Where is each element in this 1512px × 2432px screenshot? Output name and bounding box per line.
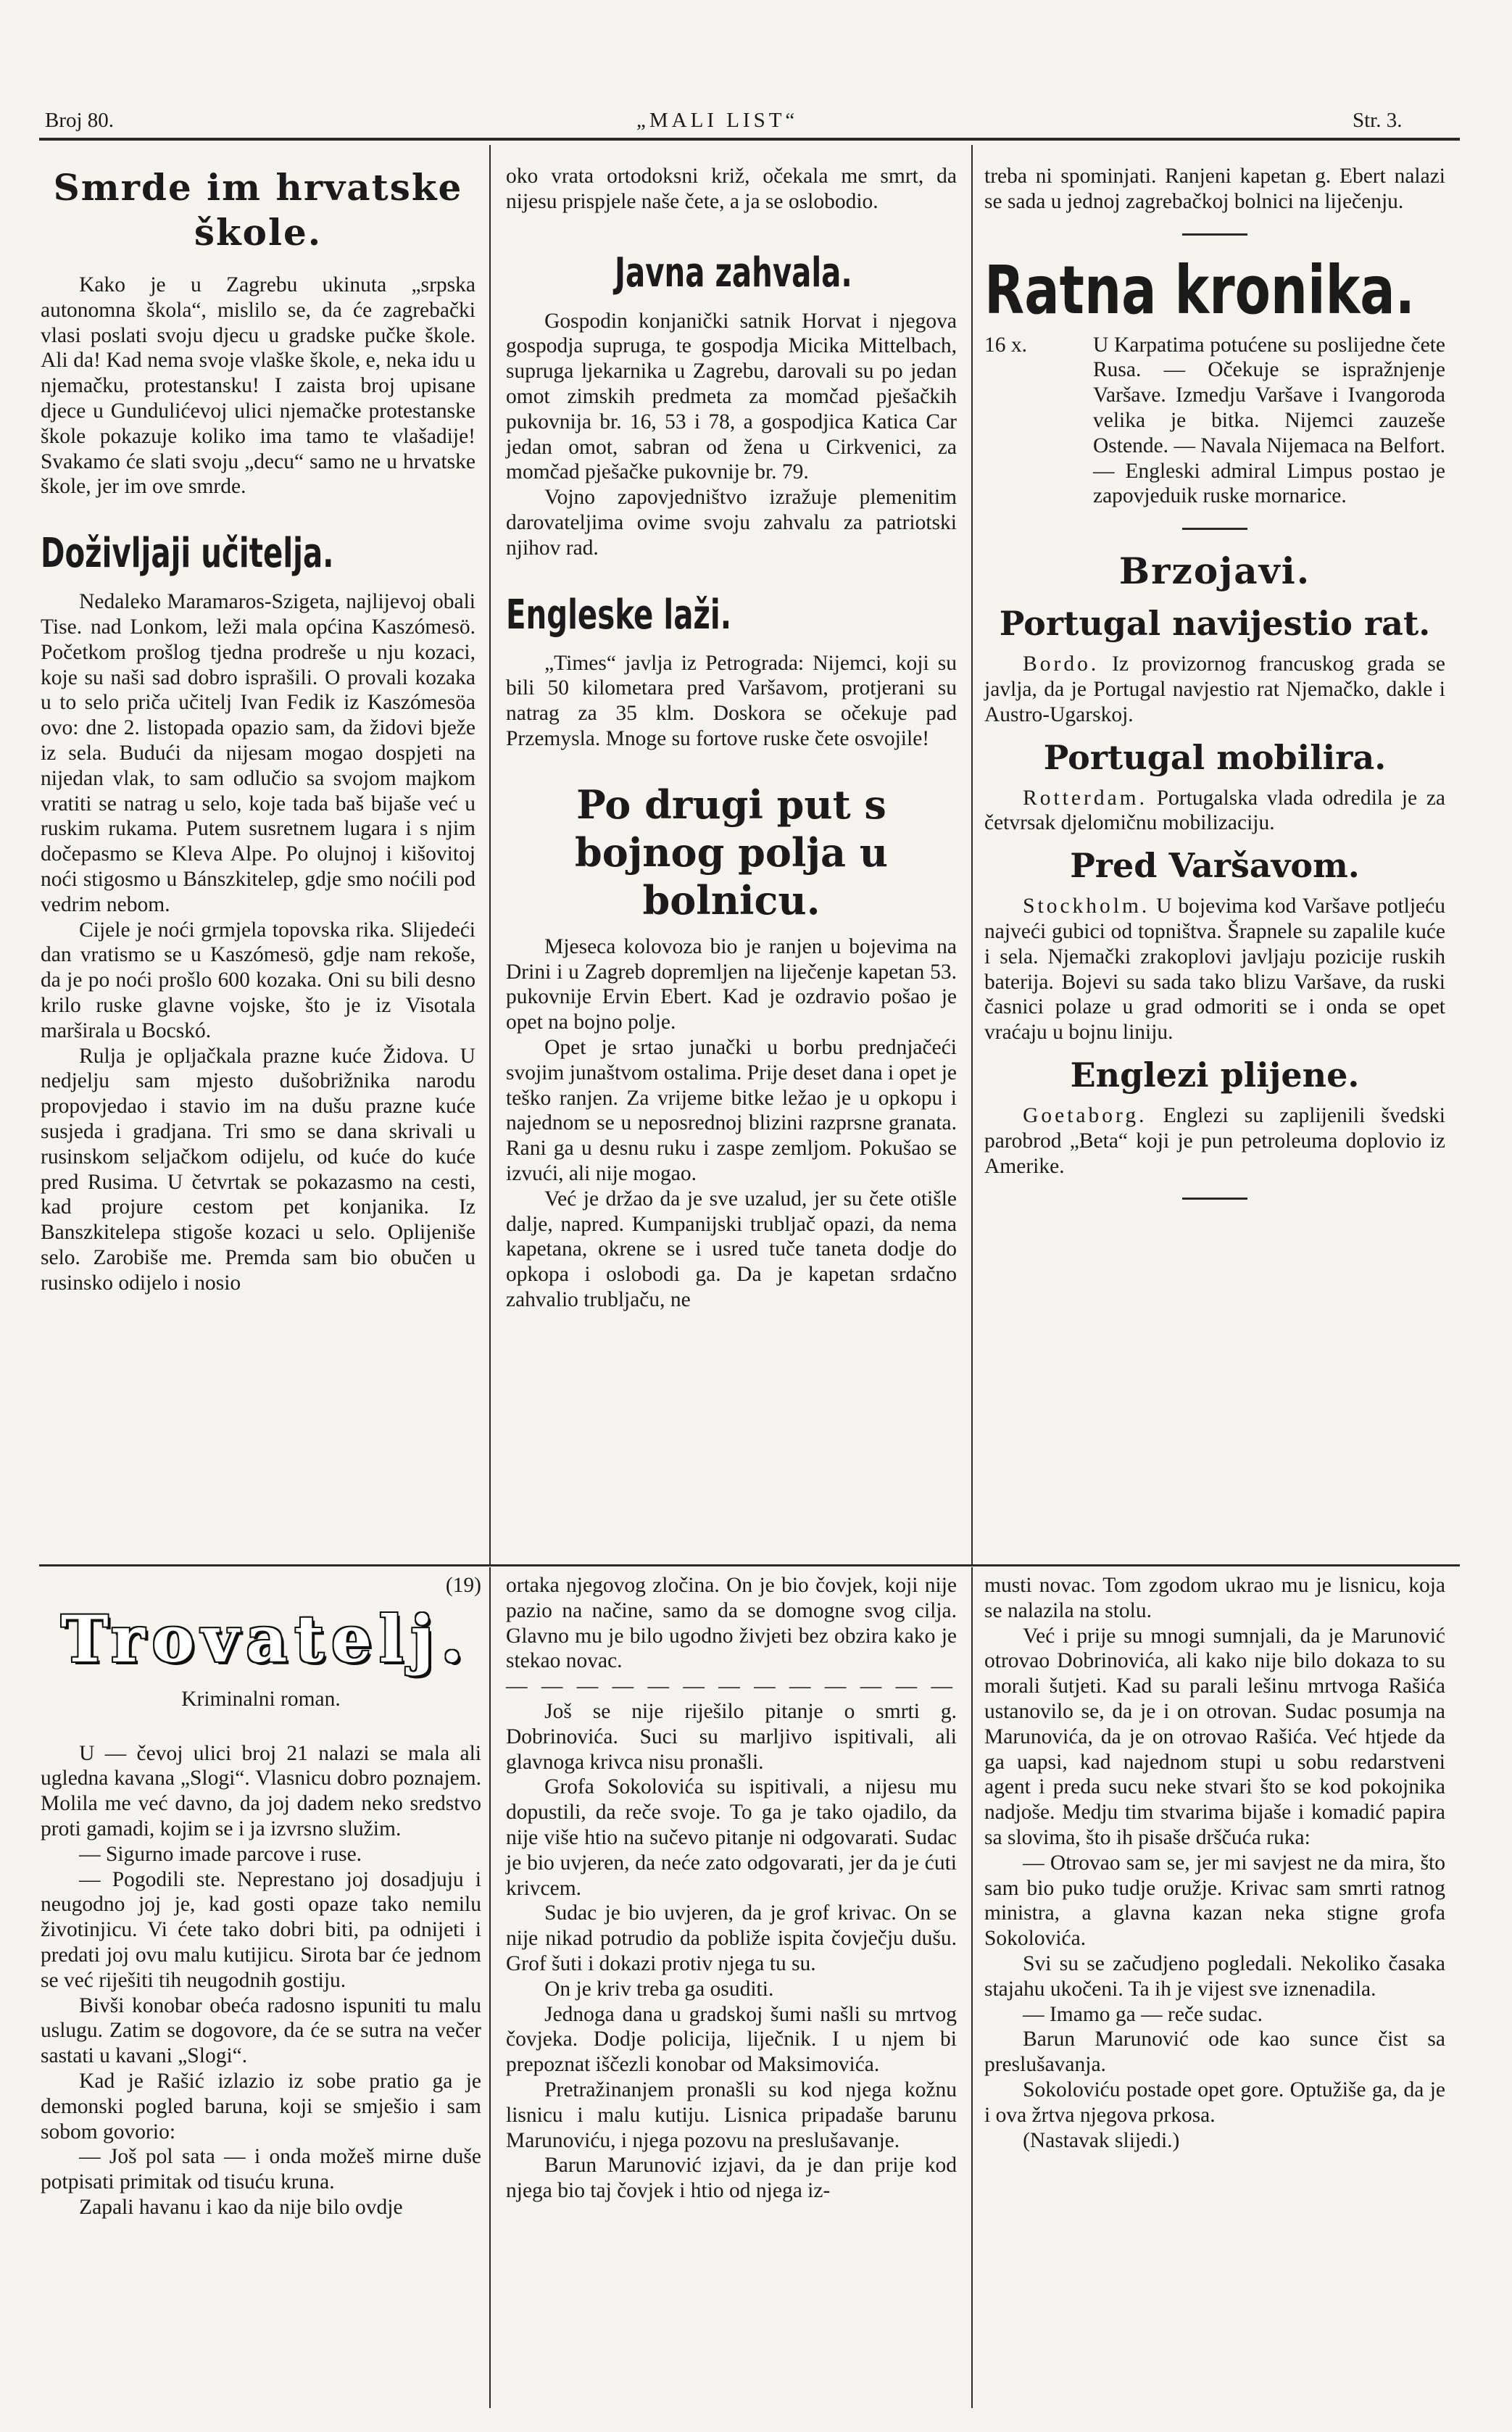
dateline: Stockholm. <box>1023 895 1150 918</box>
article-paragraph: U Karpatima potućene su poslijedne čete Rusa. — Očekuje se ispražnjenje Varšave. Izmedju Varšave i Ivangoroda velika je bitka. Nijemci zauzeše Ostende. — Navala Nijemaca na Belfort. — Engleski admiral Limpus postao je zapovjeduik ruske mornarice. <box>1093 333 1445 508</box>
article-paragraph: — Sigurno imade parcove i ruse. <box>79 1842 362 1866</box>
section-divider <box>1182 1198 1247 1200</box>
article-paragraph: — Otrovao sam se, jer mi savjest ne da mira, što sam bio puko tudje oružje. Krivac sam smrti ratnog ministra, a glavna kazan neka stigne grofa Sokolovića. <box>984 1851 1445 1951</box>
article-paragraph: U — čevoj ulici broj 21 nalazi se mala ali ugledna kavana „Slogi“. Vlasnicu dobro poznajem. Molila me već davno, da joj dadem neko sredstvo proti gamadi, kojim se i ja izvrsno služim. <box>41 1741 481 1840</box>
section-title: Brzojavi. <box>1118 549 1311 593</box>
article-paragraph: Iz provizornog francuskog grada se javlja, da je Portugal navjestio rat Njemačko, dakle i Austro-Ugarskoj. <box>984 652 1445 726</box>
article-title: Doživljaji učitelja. <box>41 530 334 578</box>
article-paragraph: Kako je u Zagrebu ukinuta „srpska autonomna škola“, mislilo se, da će zagrebački vlasi poslati svoju djecu u gradske pučke škole. Ali da! Kad nema svoje vlaške škole, e, neka idu u njemačku, protestansku! I zaista broj upisane djece u Gundulićevoj ulici njemačke protestanske škole pokazuje koliko ima tamo te vlašadije! Svakamo će slati svoju „decu“ samo ne u hrvatske škole, jer im ove smrde. <box>41 273 475 499</box>
article-paragraph: Jednoga dana u gradskoj šumi našli su mrtvog čovjeka. Dodje policija, liječnik. I u njem bi prepoznat iščezli konobar od Maksimovića. <box>506 2002 957 2077</box>
serial-subtitle: Kriminalni roman. <box>181 1687 341 1711</box>
article-paragraph: Mjeseca kolovoza bio je ranjen u bojevima na Drini i u Zagreb dopremljen na liječenje kapetan 53. pukovnije Ervin Ebert. Kad je ozdravio pošao je opet na bojno polje. <box>506 934 957 1034</box>
serial-title: Trovatelj. <box>61 1601 470 1677</box>
column-divider <box>489 145 491 1566</box>
serial-number: (19) <box>445 1574 481 1597</box>
article-title: Ratna kronika. <box>984 251 1415 329</box>
article-paragraph: Svi su se začudjeno pogledali. Nekoliko časaka stajahu ukočeni. Ta ih je vijest sve iznenadila. <box>984 1951 1445 2001</box>
page-number: Str. 3. <box>1353 109 1403 132</box>
article-paragraph: oko vrata ortodoksni križ, očekala me smrt, da nijesu prispjele naše čete, a ja se oslobodio. <box>506 165 957 213</box>
column-divider <box>971 145 973 1566</box>
article-title: Portugal mobilira. <box>1043 737 1387 777</box>
article-paragraph: (Nastavak slijedi.) <box>1023 2128 1180 2152</box>
column-divider <box>971 1567 973 2408</box>
article-paragraph: Barun Marunović ode kao sunce čist sa preslušavanja. <box>984 2028 1445 2077</box>
section-divider <box>1182 233 1247 236</box>
article-paragraph: Grofa Sokolovića su ispitivali, a nijesu mu dopustili, da reče svoje. To ga je tako ojadilo, da nije više htio na sučevo pitanje ni odgovarati. Sudac je bio uvjeren, da neće zato odgovarati, jer da je ćuti krivcem. <box>506 1775 957 1900</box>
article-title: Portugal navijestio rat. <box>999 604 1431 644</box>
article-title: Engleske laži. <box>506 591 732 639</box>
article-paragraph: Barun Marunović izjavi, da je dan prije kod njega bio taj čovjek i htio od njega iz- <box>506 2154 957 2203</box>
article-paragraph: „Times“ javlja iz Petrograda: Nijemci, koji su bili 50 kilometara pred Varšavom, protjerani su natrag za 35 klm. Doskora se očekuje pad Przemysla. Mnoge su fortove ruske čete osvojile! <box>506 651 957 750</box>
article-paragraph: U bojevima kod Varšave potljeću najveći gubici od topništva. Šrapnele su zapalile kuće i sela. Njemački zrakoplovi javljaju pozicije ruskih baterija. Bojevi su sada tako blizu Varšave, da ruski časnici polaze u grad odmoriti se i onda se opet vraćaju u bojnu liniju. <box>984 895 1445 1045</box>
article-paragraph: Sokoloviću postade opet gore. Optužiše ga, da je i ova žrtva njegova prkosa. <box>984 2078 1445 2127</box>
chronicle-date: 16 x. <box>984 333 1027 357</box>
dateline: Goetaborg. <box>1023 1103 1147 1127</box>
serial-column-1 <box>41 1573 481 2220</box>
article-paragraph: Portugalska vlada odredila je za četvrsak djelomičnu mobilizaciju. <box>984 786 1446 835</box>
serial-rule <box>39 1564 1460 1566</box>
article-title: Javna zahvala. <box>615 249 852 296</box>
article-paragraph: Sudac je bio uvjeren, da je grof krivac. On se nije nikad potrudio da pobliže ispita čovječju dušu. Grof šuti i dokazi protiv njega tu su. <box>506 1901 957 1975</box>
newspaper-title: „MALI LIST“ <box>636 109 799 132</box>
column-1 <box>41 165 475 1295</box>
column-3 <box>984 164 1445 1219</box>
article-title: Po drugi put s bojnog polja u bolnicu. <box>574 781 889 924</box>
article-paragraph: Cijele je noći grmjela topovska rika. Slijedeći dan vratismo se u Kaszómesö, gdje nam rekoše, da je po noći prošlo 600 kozaka. Oni su bili desno krilo ruske glavne vojske, što je iz Visotala marširala u Bocskó. <box>41 918 475 1042</box>
article-title: Smrde im hrvatske škole. <box>53 166 463 254</box>
article-paragraph: Kad je Rašić izlazio iz sobe pratio ga je demonski pogled baruna, koji se smješio i sam sobom govorio: <box>41 2069 481 2143</box>
issue-number: Broj 80. <box>45 109 115 132</box>
article-paragraph: Pretražinanjem pronašli su kod njega kožnu lisnicu i malu kutiju. Lisnica pripadaše barunu Marunoviću, i njega pozovu na preslušavanje. <box>506 2078 957 2152</box>
column-2 <box>506 164 957 1313</box>
article-paragraph: Englezi su zaplijenili švedski parobrod „Beta“ koji je pun petroleuma doplovio iz Amerike. <box>984 1103 1445 1178</box>
article-paragraph: Vojno zapovjedništvo izražuje plemenitim darovateljima ovime svoju zahvalu za patriotski njihov rad. <box>506 486 957 560</box>
dateline: Rotterdam. <box>1023 786 1147 810</box>
article-paragraph: musti novac. Tom zgodom ukrao mu je lisnicu, koja se nalazila na stolu. <box>984 1574 1445 1622</box>
article-paragraph: Opet je srtao junački u borbu prednjačeći svojim junaštvom ostalima. Prije deset dana i opet je teško ranjen. Za vrijeme bitke ležao je u opkopu i najednom se u neposrednoj blizini razprsne granata. Rani ga u desnu ruku i zaspe zemljom. Pokušao se izvući, ali nije mogao. <box>506 1035 957 1185</box>
article-paragraph: ortaka njegovog zločina. On je bio čovjek, koji nije pazio na načine, samo da se domogne svog cilja. Glavno mu je bilo ugodno živjeti bez obzira kako je stekao novac. <box>506 1574 957 1673</box>
column-divider <box>489 1567 491 2408</box>
article-title: Englezi plijene. <box>1070 1055 1360 1095</box>
article-paragraph: — Imamo ga — reče sudac. <box>1023 2002 1263 2026</box>
article-paragraph: Već je držao da je sve uzalud, jer su čete otišle dalje, napred. Kumpanijski trubljač opazi, da nema kapetana, okrene se i usred tuče taneta dodje do opkopa i oslobodi ga. Da je kapetan srdačno zahvalio trubljaču, ne <box>506 1187 957 1311</box>
article-paragraph: Već i prije su mnogi sumnjali, da je Marunović otrovao Dobrinovića, ali kako nije bilo dokaza to su morali šutjeti. Kad su parali lešinu mrtvoga Rašića ustanovilo se, da je i on otrovan. Sudac posumja na Marunovića, da je on otrovao Rašića. Već htjede da ga uapsi, kad najednom stupi u sobu redarstveni agent i preda sucu neke stvari što se kod pokojnika nadjoše. Medju tim stvarima bijaše i komadić papira sa slovima, što ih pisaše drščuća ruka: <box>984 1624 1445 1849</box>
article-paragraph: On je kriv treba ga osuditi. <box>544 1977 774 2001</box>
separator-dashes: — — — — — — — — — — — — — <box>506 1674 957 1698</box>
article-paragraph: — Još pol sata — i onda možeš mirne duše potpisati primitak od tisuću kruna. <box>41 2145 481 2194</box>
dateline: Bordo. <box>1023 652 1100 676</box>
article-paragraph: Bivši konobar obeća radosno ispuniti tu malu uslugu. Zatim se dogovore, da će se sutra na večer sastati u kavani „Slogi“. <box>41 1993 481 2068</box>
article-paragraph: Još se nije riješilo pitanje o smrti g. Dobrinovića. Suci su marljivo ispitivali, ali glavnoga krivca nisu pronašli. <box>506 1699 957 1774</box>
article-paragraph: Rulja je opljačkala prazne kuće Židova. U nedjelju sam mjesto dušobrižnika narodu propovjedao i stavio im na dušu prazne kuće susjeda i gradjana. Tri smo se dana skrivali u rusinskom seljačkom odijelu, od kuće do kuće pred Rusima. U četvrtak se pokazasmo na cesti, kad projure cestom pet konjanika. Iz Banszkitelepa stigoše kozaci u selo. Oplijeniše selo. Zarobiše me. Premda sam bio obučen u rusinsko odijelo i nosio <box>41 1044 475 1295</box>
article-title: Pred Varšavom. <box>1070 846 1360 886</box>
article-paragraph: Nedaleko Maramaros-Szigeta, najlijevoj obali Tise. nad Lonkom, leži mala općina Kaszómesö. Početkom prošlog tjedna prodreše u nju kozaci, koje su naši sad dobro isprašili. O provali kozaka u to selo priča učitelj Ivan Fedik iz Kaszómesöa ovo: dne 2. listopada opazio sam, da židovi bježe iz sela. Budući da nijesam mogao dospjeti na nijedan vlak, to sam odlučio sa svojom majkom vratiti se natrag u selo, koje tada baš bijaše već u ruskim rukama. Putem susretnem lugara i s njim dočepasmo se Kleva Alpe. Po olujnoj i kišovitoj noći stigosmo u Bánszkitelep, gdje smo noćili pod vedrim nebom. <box>41 590 475 916</box>
header-rule <box>39 138 1460 141</box>
article-paragraph: treba ni spominjati. Ranjeni kapetan g. Ebert nalazi se sada u jednoj zagrebačkoj bolnici na liječenju. <box>984 165 1445 213</box>
article-paragraph: Gospodin konjanički satnik Horvat i njegova gospodja supruga, te gospodja Micika Mittelbach, supruga ljekarnika u Zagrebu, darovali su po jedan omot zimskih predmeta za momčad pješačkih pukovnija br. 16, 53 i 78, a gospodjica Katica Car jedan omot, sabran od žena u Cirkvenici, za momčad pješačke pukovnije br. 79. <box>506 309 957 484</box>
section-divider <box>1182 528 1247 530</box>
article-paragraph: Zapali havanu i kao da nije bilo ovdje <box>79 2195 403 2219</box>
serial-column-2 <box>506 1573 957 2204</box>
serial-column-3 <box>984 1573 1445 2173</box>
article-paragraph: — Pogodili ste. Neprestano joj dosadjuju i neugodno joj je, kad gosti opaze tako nemilu životinjicu. Vi ćete tako dobri biti, pa odnijeti i predati joj ovu malu kutijicu. Sirota bar će jednom se već riješiti tih neugodnih gostiju. <box>41 1867 481 1992</box>
